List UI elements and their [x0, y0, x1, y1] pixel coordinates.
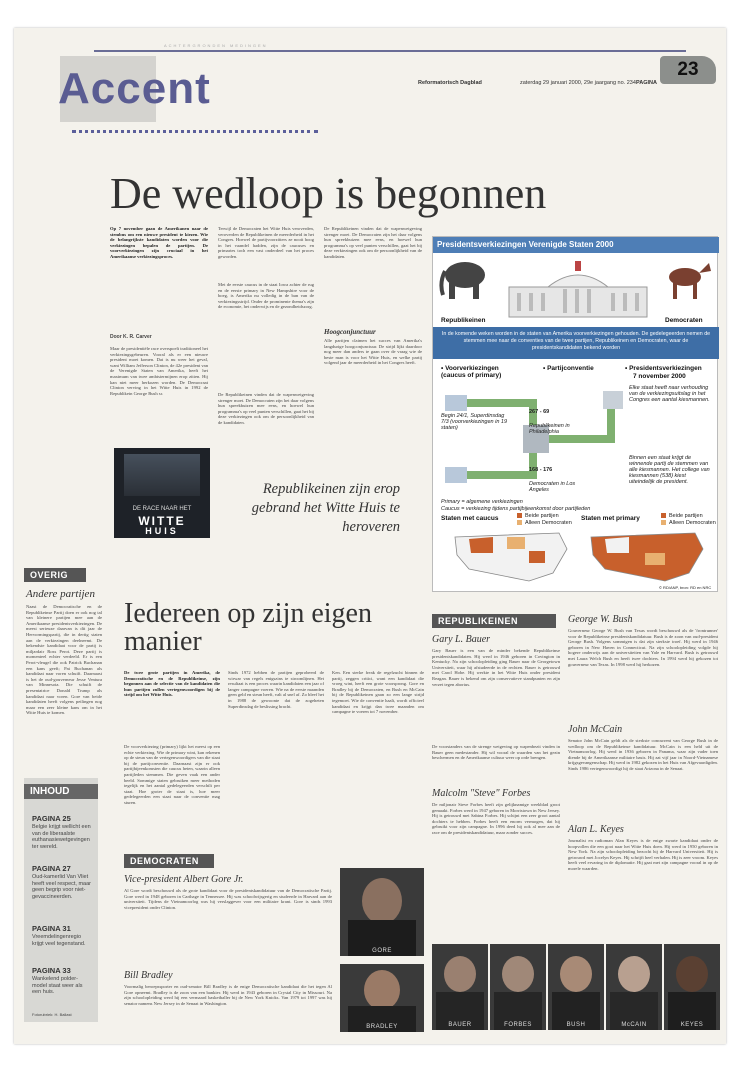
mccain-face [618, 956, 650, 992]
inhoud-page-2: PAGINA 27 [32, 864, 71, 873]
map2-title: Staten met primary [581, 515, 640, 522]
page-number: 23 [677, 59, 699, 80]
intro-body-1: Maar de presidentiële race overspoelt traditioneel het verkiezingsgebeuren. Vooral als er een nieuwe president moet komen. Dat is nu weer het geval, want William Jefferson Clinton, de 42e president van de Verenigde Staten van Amerika, heeft het maximum van twee ambtstermijnen erop zitten. Hij kan niet meer herkozen worden. De Democraat Clinton verving in het Witte Huis in 1992 de Republikein George Bush sr. [110, 346, 208, 396]
photo-caption-bauer: BAUER [448, 1022, 472, 1028]
rep-body-bauer-b: De voorstanders van de strenge wetgeving op wapenbezit vinden in Bauer geen medestander. Hij wil vooral de waarden van het gezin beschermen en de Amerikaanse cultuur weer op orde brengen. [432, 744, 560, 761]
masthead-strapline: ACHTERGRONDEN MEDINGEN [164, 43, 268, 48]
donkey-icon [661, 259, 713, 301]
legend1-label: Beide partijen [525, 513, 559, 519]
photo-keyes [664, 944, 720, 1030]
section2-lead: De twee grote partijen in Amerika, de Democratische en de Republikeinse, zijn begonnen aan de selectie van de kandidaten die hun partijen zullen vertegenwoordigen bij de strijd om het Witte Huis. [124, 670, 220, 698]
infographic-title: Presidentsverkiezingen Verenigde Staten 2000 [433, 237, 719, 253]
page-headline: De wedloop is begonnen [110, 169, 547, 218]
legend1b-swatch [661, 513, 666, 518]
legend2-label: Alleen Democraten [525, 520, 572, 526]
newspaper-page [14, 28, 726, 1044]
section2-headline: Iedereen op zijn eigen manier [124, 598, 372, 657]
dotted-rule [72, 130, 318, 133]
rep-name-forbes: Malcolm "Steve" Forbes [432, 788, 531, 799]
label-democraten: Democraten [665, 317, 703, 324]
white-house-silhouette [124, 454, 200, 496]
gore-face [362, 878, 402, 924]
inhoud-page-4: PAGINA 33 [32, 966, 71, 975]
rep-convention: Republikeinen in Philadelphia [529, 423, 570, 435]
book-line-1: DE RACE NAAR HET [132, 506, 192, 512]
rep-name-mccain: John McCain [568, 724, 623, 735]
intro-body-3: Met de eerste caucus in de staat Iowa achter de rug en de eerste primary in New Hampshire voor de boeg, is Amerika nu volledig in de ban van de verkiezingsstrijd. Onder de prominente thema's zijn de economie, het onderwijs en de gezondheidszorg. [218, 282, 314, 310]
legend2-swatch [517, 520, 522, 525]
photo-bradley [340, 964, 424, 1032]
elephant-icon [439, 257, 491, 301]
photo-caption-keyes: KEYES [680, 1022, 704, 1028]
book-line-3: HUIS [145, 526, 179, 536]
caucus-note: Caucus = verkiezing tijdens partijbijeenkomst door partijleden [441, 506, 591, 512]
note-binnen: Binnen een staat krijgt de winnende partij de stemmen van alle kiesmannen. Het college van kiesmannen (538) kiest uiteindelijk de president. [629, 455, 710, 485]
page-number-badge [660, 56, 716, 84]
legend2b-label: Alleen Democraten [669, 520, 716, 526]
inhoud-page-1: PAGINA 25 [32, 814, 71, 823]
legend2b-swatch [661, 520, 666, 525]
step-presidentsverkiezingen: • Presidentsverkiezingen [625, 365, 702, 372]
note-kiesmannen: Elke staat heeft naar verhouding van de verkiezingsuitslag in het Congres een aantal kiesmannen. [629, 385, 710, 403]
rep-body-bush: Gouverneur George W. Bush van Texas wordt beschouwd als de 'frontrunner' voor de Republikeinse presidentskandidatuur. Bush is de zoon van oud-president George Bush. Volgens sommigen is dat zijn sterkste troef. Hij werd in 1946 geboren in New Haven in Connecticut. Na zijn schoolopleiding volgde hij hogere onderwijs aan de universiteiten van Yale en Harvard. Bush is getrouwd met Laura Welch Bush en heeft twee dochters. In 1994 werd hij gekozen tot gouverneur van Texas. In 1998 werd hij herkozen. [568, 628, 718, 667]
inhoud-text-2: Oud-kamerlid Van Vliet heeft veel respect, maar geen begrip voor niet-gevaccineerden. [32, 874, 92, 900]
section2-body-1: De voorverkiezing (primary) lijkt het meest op een echte verkiezing. Wie de primary wint, kan rekenen op de steun van de vertegenwoordigers van die staat bij de partijconventie. Daarnaast zijn er ook partijbijeenkomsten die caucus heten, waarin alleen partijleden stemmen. Die geven vaak een ander beeld. Sommige staten gebruiken meer methoden tegelijk en het aantal gedelegeerden verschilt per staat. Hoe groter de staat is, hoe meer gedelegeerden een staat naar de conventie mag sturen. [124, 744, 220, 805]
intro-body-5: Alle partijen claimen het succes van Amerika's langdurige hoogconjunctuur. De strijd lijkt daardoor nog meer dan anders te gaan over de vraag wie de beste man is voor het Witte Huis, en welke partij volgend jaar de meerderheid in het Congres heeft. [324, 338, 422, 366]
section2-body-3: Ken. Een sterke freak de regelzucht binnen de partij, zeggen critici, want een kandidaat die vroeg wint, heeft een grote voorsprong. Gore en Bradley bij de Democraten, en Bush en McCain bij de Republikeinen gaan zo een lange strijd tegemoet. Wie de conventie haalt, wordt officieel kandidaat en krijgt dan twee maanden om campagne te voeren tot 7 november. [332, 670, 424, 715]
photo-mccain [606, 944, 662, 1030]
rep-body-forbes: De miljonair Steve Forbes heeft zijn gelijknamige weekblad groot gemaakt. Forbes werd in 1947 geboren in Morristown in New Jersey. Hij is getrouwd met Sabina Forbes. Hij schijnt een zeer groot aantal dochters te hebben. Forbes heeft een enorm vermogen, dat hij gebruikt voor zijn campagne. In 1996 deed hij ook al mee aan de race om de presidentskandidatuur, maar zonder succes. [432, 802, 560, 835]
photo-bush [548, 944, 604, 1030]
photo-caption-mccain: McCAIN [621, 1022, 647, 1028]
legend1-swatch [517, 513, 522, 518]
overig-title: Andere partijen [26, 588, 95, 600]
primary-note: Primary = algemene verkiezingen [441, 499, 523, 505]
dem-convention: Democraten in Los Angeles [529, 481, 576, 493]
rep-body-keyes: Journalist en radioman Alan Keyes is de enige zwarte kandidaat onder de hoopvollen die een gooi naar het Witte Huis doen. Hij werd in 1950 geboren in New York. Na zijn schoolopleiding bezocht hij de Harvard Universiteit. Hij is getrouwd met Jocelyn Keyes. Hij schrijft heel verhalen. Hij is zeer vroom. Keyes heeft veel ervaring in de diplomatie. Hij gaat met zijn campagne vooral in op de morele waarden. [568, 838, 718, 871]
dem-name-bradley: Bill Bradley [124, 970, 173, 981]
rep-body-bauer: Gary Bauer is een van de minder bekende Republikeinse presidentskandidaten. Hij werd in 1946 geboren in Covington in Kentucky. Na zijn schoolopleiding ging Bauer naar de Georgetown Universiteit, waar hij afstudeerde in de rechten. Bauer is getrouwd met Carol Hobe. Hij werkte in het Witte Huis onder president Reagan. Bauer is bekend om zijn conservatieve standpunten en zijn verzet tegen abortus. [432, 648, 560, 687]
photo-gore [340, 868, 424, 956]
bauer-face [444, 956, 476, 992]
infographic [432, 236, 718, 592]
dem-body-gore: Al Gore wordt beschouwd als de grote kandidaat voor de presidentskandidatuur van de Democratische Partij. Gore werd in 1948 geboren in Carthage in Tennessee. Hij was schoolwijsgerig en studeerde in Harvard aan de universiteit. Tijdens de Vietnamoorlog was hij verslaggever voor een militaire krant. Gore is sinds 1993 vicepresident onder Clinton. [124, 888, 332, 910]
map-caucus-states [449, 529, 573, 585]
intro-body-4: De Republikeinen vinden dat de wapenwetgeving strenger moet. De Democraten zijn het daar volgens hun spreekbuizen mee eens, en hoewel hun programma's op veel punten verschillen, gaat het bij deze verkiezingen ook om de persoonlijkheid van de kandidaten. [218, 392, 314, 425]
map1-title: Staten met caucus [441, 515, 499, 522]
bradley-face [364, 970, 400, 1010]
subhead-hoogconjunctuur: Hoogconjunctuur [324, 328, 376, 336]
legend1b-label: Beide partijen [669, 513, 703, 519]
date-line: zaterdag 29 januari 2000, 29e jaargang no. 234 [520, 80, 636, 86]
pull-quote: Republikeinen zijn erop gebrand het Witte Huis te heroveren [251, 481, 400, 535]
section-logo: Accent [58, 64, 211, 113]
rep-body-mccain: Senator John McCain geldt als de sterkste concurrent van George Bush in de wedloop om de Republikeinse kandidatuur. McCain is een held uit de Vietnamoorlog. Hij werd in 1936 geboren in Panama, waar zijn vader toen diende bij de Amerikaanse militaire basis. Hij zat vijf jaar in Noord-Vietnamese krijgsgevangenschap. Hij werd in 1982 gekozen in het Huis van Afgevaardigden. Sinds 1986 vertegenwoordigt hij de staat Arizona in de Senaat. [568, 738, 718, 771]
infographic-credit: © RD/ANP, bron: RD en NRC [659, 585, 712, 590]
inhoud-page-3: PAGINA 31 [32, 924, 71, 933]
infographic-band [433, 327, 719, 359]
map-primary-states [585, 529, 709, 585]
step-date: 7 november 2000 [633, 373, 686, 380]
section-bar-overig: OVERIG [24, 568, 86, 582]
white-house-icon [503, 259, 653, 321]
dem-body-bradley: Voormalig beroepssporter en oud-senator Bill Bradley is de enige Democratische kandidaat die het tegen Al Gore opneemt. Bradley is de zoon van een bankier. Hij werd in 1943 geboren in Crystal City in Missouri. Na zijn schoolopleiding werd hij een vermaard basketballer bij de New York Knicks. Van 1979 tot 1997 was hij senator namens New Jersey in de Senaat in Washington. [124, 984, 332, 1006]
intro-body-4b: De Republikeinen vinden dat de wapenwetgeving strenger moet. De Democraten zijn het daar volgens hun spreekbuizen mee eens, en hoewel hun programma's op veel punten verschillen, gaat het bij deze verkiezingen ook om de persoonlijkheid van de kandidaten. [324, 226, 422, 259]
band-text: In de komende weken worden in de staten van Amerika voorverkiezingen gehouden. De gedelegeerden nemen de stemmen mee naar de conventies van de twee partijen, Republikeinen en Democraten, waar de presidentskandidaten bekend worden [441, 331, 711, 351]
inhoud-text-3: Vreemdelingenregio krijgt veel tegenstand. [32, 934, 86, 947]
photo-bauer [432, 944, 488, 1030]
step-voorverkiezingen: • Voorverkiezingen (caucus of primary) [441, 365, 502, 379]
page-label: PAGINA [636, 80, 657, 86]
section-bar-democraten: DEMOCRATEN [124, 854, 214, 868]
section2-body-2: Sinds 1972 hebben de partijen geprobeerd de wirwar van regels enigszins te stroomlijnen. Het resultaat is een proces waarin kandidaten een jaar of langer campagne voeren. Wie na de eerste maanden geen geld en steun heeft, valt al snel af. Zo bleef het in 1988 de gewoonte dat de zogeheten Superdinsdag de beslissing bracht. [228, 670, 324, 709]
begin-note: Begin 24/1, Superdinsdag 7/3 (voorverkiezingen in 19 staten) [441, 413, 508, 431]
forbes-face [502, 956, 534, 992]
inhoud-text-1: Belgie krijgt wellicht een van de liberaalste euthanasiewetgevingen ter wereld. [32, 824, 91, 850]
rep-name-bush: George W. Bush [568, 614, 633, 625]
photo-caption-bush: BUSH [566, 1022, 586, 1028]
section-bar-republikeinen: REPUBLIKEINEN [432, 614, 556, 628]
bush-face [560, 956, 592, 992]
intro-body-2: Terwijl de Democraten het Witte Huis veroverden, veroverden de Republikeinen de meerderheid in het Congres. Hoewel de partijvoorzitters ze nooit hoog in het vaandel hadden, zijn de caucuses en primaries toch een vast onderdeel van het proces geworden. [218, 226, 314, 259]
rep-name-keyes: Alan L. Keyes [568, 824, 624, 835]
photo-forbes [490, 944, 546, 1030]
rep-name-bauer: Gary L. Bauer [432, 634, 491, 645]
inhoud-title: INHOUD [24, 784, 98, 799]
photo-caption-forbes: FORBES [504, 1022, 532, 1028]
masthead-rule [94, 50, 686, 52]
photo-caption-gore: GORE [372, 948, 392, 954]
rep-count: 267 - 69 [529, 409, 550, 415]
photo-caption-bradley: BRADLEY [366, 1024, 398, 1030]
dem-name-gore: Vice-president Albert Gore Jr. [124, 874, 244, 885]
inhoud-text-4: Wankelend polder-model staat weer als een huis. [32, 976, 83, 996]
keyes-face [676, 956, 708, 992]
byline: Door K. R. Carver [110, 334, 152, 340]
paper-name: Reformatorisch Dagblad [418, 80, 482, 86]
dem-count: 168 - 176 [529, 467, 553, 473]
inhoud-credit: Fotorubriek: H. Ballast [32, 1012, 72, 1017]
intro-lead: Op 7 november gaan de Amerikanen naar de stembus om een nieuwe president te kiezen. Wie de belangrijkste kandidaten worden voor die verkiezingen bepalen de partijen. De voorverkiezingen zijn cruciaal in het Amerikaanse verkiezingsproces. [110, 226, 208, 259]
book-line-2: WITTE [138, 514, 186, 528]
step-partijconventie: • Partijconventie [543, 365, 594, 372]
label-republikeinen: Republikeinen [441, 317, 486, 324]
book-cover-photo [114, 448, 210, 538]
overig-body: Naast de Democratische en de Republikeinse Partij doen er ook nog tal van kleinere partijen mee aan de Amerikaanse presidentsverkiezingen. De meest serieuze daarvan is dit jaar de Hervormingspartij, die in dertig staten aan de verkiezingen deelneemt. De bekendste kandidaat voor de partij is miljardair Ross Perot. Deze partij is momenteel echter verdeeld. Er is een Perot-vleugel die ook Patrick Buchanan een kans geeft; Pat Buchanan als kandidaat naar voren schuift. Daarnaast is het de oud-gouverneur Jesse Ventura van Minnesota. Die schuift de presentatrice Donald Trump als kandidaat naar voren. Gore van beide kandidaten heeft volgens peilingen nog maar een zeer kleine kans om in het Witte Huis te komen. [26, 604, 102, 716]
